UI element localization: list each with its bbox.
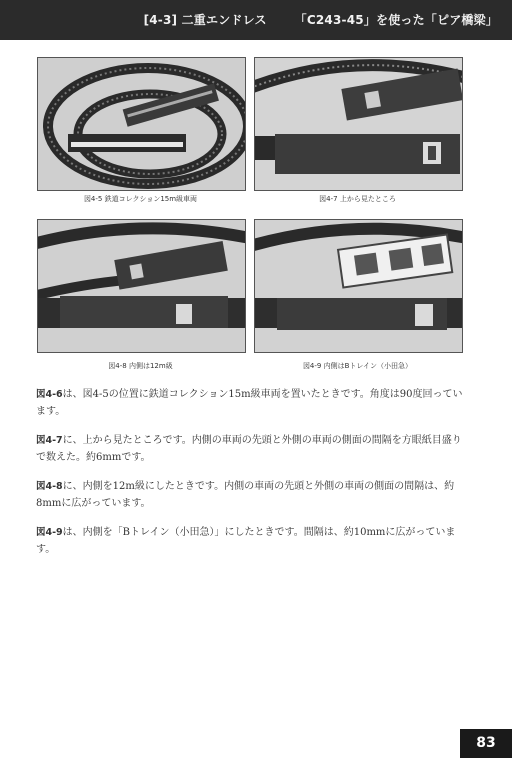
- figure-reference: 図4-6: [36, 389, 63, 400]
- header-text: [144, 11, 498, 28]
- paragraph-text: に、内側を12m級にしたときです。内側の車両の先頭と外側の車両の側面の間隔は、約8mmに広がっています。: [36, 481, 455, 509]
- body-paragraph: [36, 432, 466, 466]
- page-number: 83: [476, 735, 496, 751]
- body-paragraph: [36, 478, 466, 512]
- figure-reference: 図4-8: [36, 481, 63, 492]
- paragraph-text: は、内側を「Bトレイン（小田急）」にしたときです。間隔は、約10mmに広がっています。: [36, 527, 456, 555]
- photo-figure-4-7: [254, 57, 463, 191]
- body-paragraph: [36, 386, 466, 420]
- figure-caption: 図4-5 鉄道コレクション15m級車両: [83, 195, 198, 203]
- figure-reference: 図4-7: [36, 435, 63, 446]
- figure-caption: 図4-9 内側はBトレイン（小田急）: [302, 362, 413, 370]
- section-label: [4-3] 二重エンドレス: [143, 13, 267, 27]
- page-number-box: [460, 729, 512, 758]
- figure-caption: 図4-7 上から見たところ: [319, 195, 396, 203]
- body-paragraph: [36, 524, 466, 558]
- paragraph-text: は、図4-5の位置に鉄道コレクション15m級車両を置いたときです。角度は90度回っています。: [36, 389, 463, 417]
- figure-caption: 図4-8 内側は12m級: [108, 362, 173, 370]
- figure-reference: 図4-9: [36, 527, 63, 538]
- photo-figure-4-8: [37, 219, 246, 353]
- section-title: 「C243-45」を使った「ピア橋梁」: [294, 13, 498, 27]
- photo-figure-4-5: [37, 57, 246, 191]
- chapter-header-bar: [0, 0, 512, 40]
- paragraph-text: に、上から見たところです。内側の車両の先頭と外側の車両の側面の間隔を方眼紙目盛りで数えた。約6mmです。: [36, 435, 462, 463]
- photo-figure-4-9: [254, 219, 463, 353]
